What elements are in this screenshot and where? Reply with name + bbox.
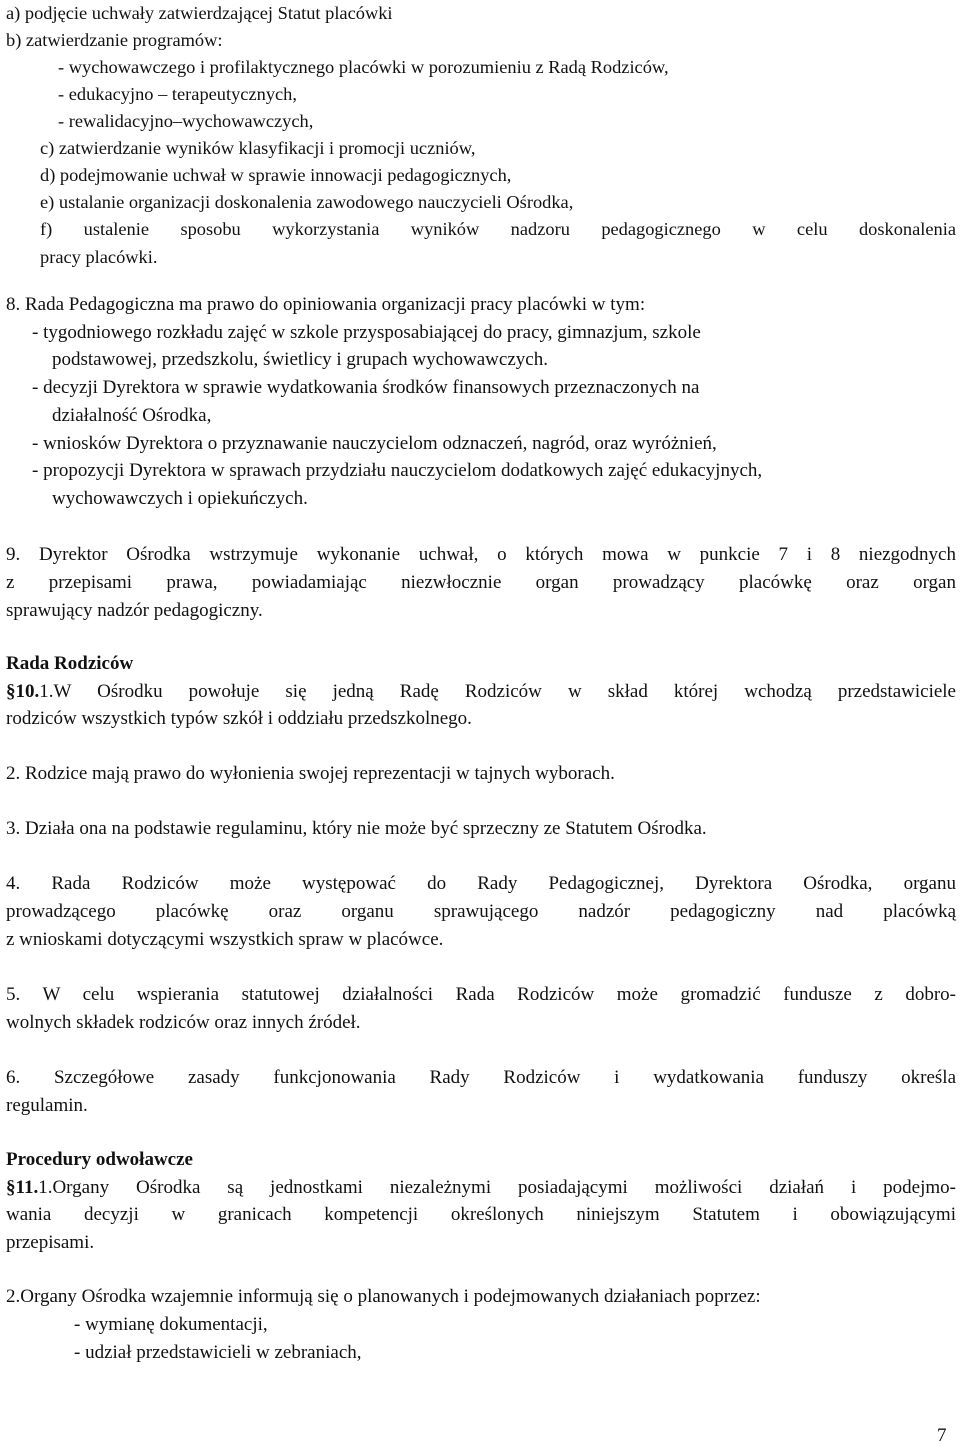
text-line: f) ustalenie sposobu wykorzystania wyników nadzoru pedagogicznego w celu doskonalenia (40, 219, 956, 239)
page-number: 7 (937, 1425, 947, 1446)
text-line: - tygodniowego rozkładu zajęć w szkole przysposabiającej do pracy, gimnazjum, szkole (32, 322, 701, 343)
text-line: prowadzącego placówkę oraz organu sprawującego nadzór pedagogiczny nad placówką (6, 901, 956, 922)
text-line: c) zatwierdzanie wyników klasyfikacji i promocji uczniów, (40, 138, 476, 158)
text-line: wychowawczych i opiekuńczych. (52, 488, 308, 509)
text-line: a) podjęcie uchwały zatwierdzającej Statut placówki (6, 3, 393, 23)
text-line: 2.Organy Ośrodka wzajemnie informują się o planowanych i podejmowanych działaniach poprzez: (6, 1286, 761, 1307)
text-line: z wnioskami dotyczącymi wszystkich spraw w placówce. (6, 929, 444, 950)
text-line: z przepisami prawa, powiadamiając niezwłocznie organ prowadzący placówkę oraz organ (6, 572, 956, 593)
text-line: rodziców wszystkich typów szkół i oddziału przedszkolnego. (6, 708, 472, 729)
text-line: przepisami. (6, 1232, 95, 1253)
paragraph-symbol: §11. (6, 1177, 39, 1198)
paragraph-text: 1.W Ośrodku powołuje się jedną Radę Rodziców w skład której wchodzą przedstawiciele (39, 681, 956, 702)
text-line: 8. Rada Pedagogiczna ma prawo do opiniowania organizacji pracy placówki w tym: (6, 294, 646, 315)
text-line: 5. W celu wspierania statutowej działalności Rada Rodziców może gromadzić fundusze z dobro- (6, 984, 956, 1005)
text-line: - wymianę dokumentacji, (74, 1314, 268, 1335)
text-line: wania decyzji w granicach kompetencji określonych niniejszym Statutem i obowiązującymi (6, 1204, 956, 1225)
text-line: d) podejmowanie uchwał w sprawie innowacji pedagogicznych, (40, 165, 512, 185)
text-line: wolnych składek rodziców oraz innych źródeł. (6, 1012, 361, 1033)
text-line: - udział przedstawicieli w zebraniach, (74, 1342, 362, 1363)
text-line: - propozycji Dyrektora w sprawach przydziału nauczycielom dodatkowych zajęć edukacyjnych, (32, 460, 763, 481)
paragraph-text: 1.Organy Ośrodka są jednostkami niezależnymi posiadającymi możliwości działań i podejmo- (38, 1177, 956, 1198)
text-line: - wychowawczego i profilaktycznego placówki w porozumieniu z Radą Rodziców, (58, 57, 669, 77)
text-line: podstawowej, przedszkolu, świetlicy i grupach wychowawczych. (52, 349, 548, 370)
section-heading: Procedury odwoławcze (6, 1149, 193, 1170)
text-line: e) ustalanie organizacji doskonalenia zawodowego nauczycieli Ośrodka, (40, 192, 574, 212)
text-line: regulamin. (6, 1095, 88, 1116)
text-line: 2. Rodzice mają prawo do wyłonienia swojej reprezentacji w tajnych wyborach. (6, 763, 615, 784)
text-line (6, 680, 956, 704)
text-line: - edukacyjno – terapeutycznych, (58, 84, 297, 104)
text-line: pracy placówki. (40, 247, 158, 267)
text-line: 4. Rada Rodziców może występować do Rady Pedagogicznej, Dyrektora Ośrodka, organu (6, 873, 956, 894)
text-line (6, 1176, 956, 1200)
text-line: 9. Dyrektor Ośrodka wstrzymuje wykonanie uchwał, o których mowa w punkcie 7 i 8 niezgodnych (6, 544, 956, 565)
text-line: sprawujący nadzór pedagogiczny. (6, 600, 263, 621)
text-line: - wniosków Dyrektora o przyznawanie nauczycielom odznaczeń, nagród, oraz wyróżnień, (32, 433, 717, 454)
text-line: - decyzji Dyrektora w sprawie wydatkowania środków finansowych przeznaczonych na (32, 377, 700, 398)
paragraph-symbol: §10. (6, 681, 40, 702)
text-line: - rewalidacyjno–wychowawczych, (58, 111, 314, 131)
text-line: b) zatwierdzanie programów: (6, 30, 223, 50)
text-line: działalność Ośrodka, (52, 405, 212, 426)
section-heading: Rada Rodziców (6, 653, 134, 674)
text-line: 3. Działa ona na podstawie regulaminu, który nie może być sprzeczny ze Statutem Ośrodka. (6, 818, 707, 839)
text-line: 6. Szczegółowe zasady funkcjonowania Rady Rodziców i wydatkowania funduszy określa (6, 1067, 956, 1088)
